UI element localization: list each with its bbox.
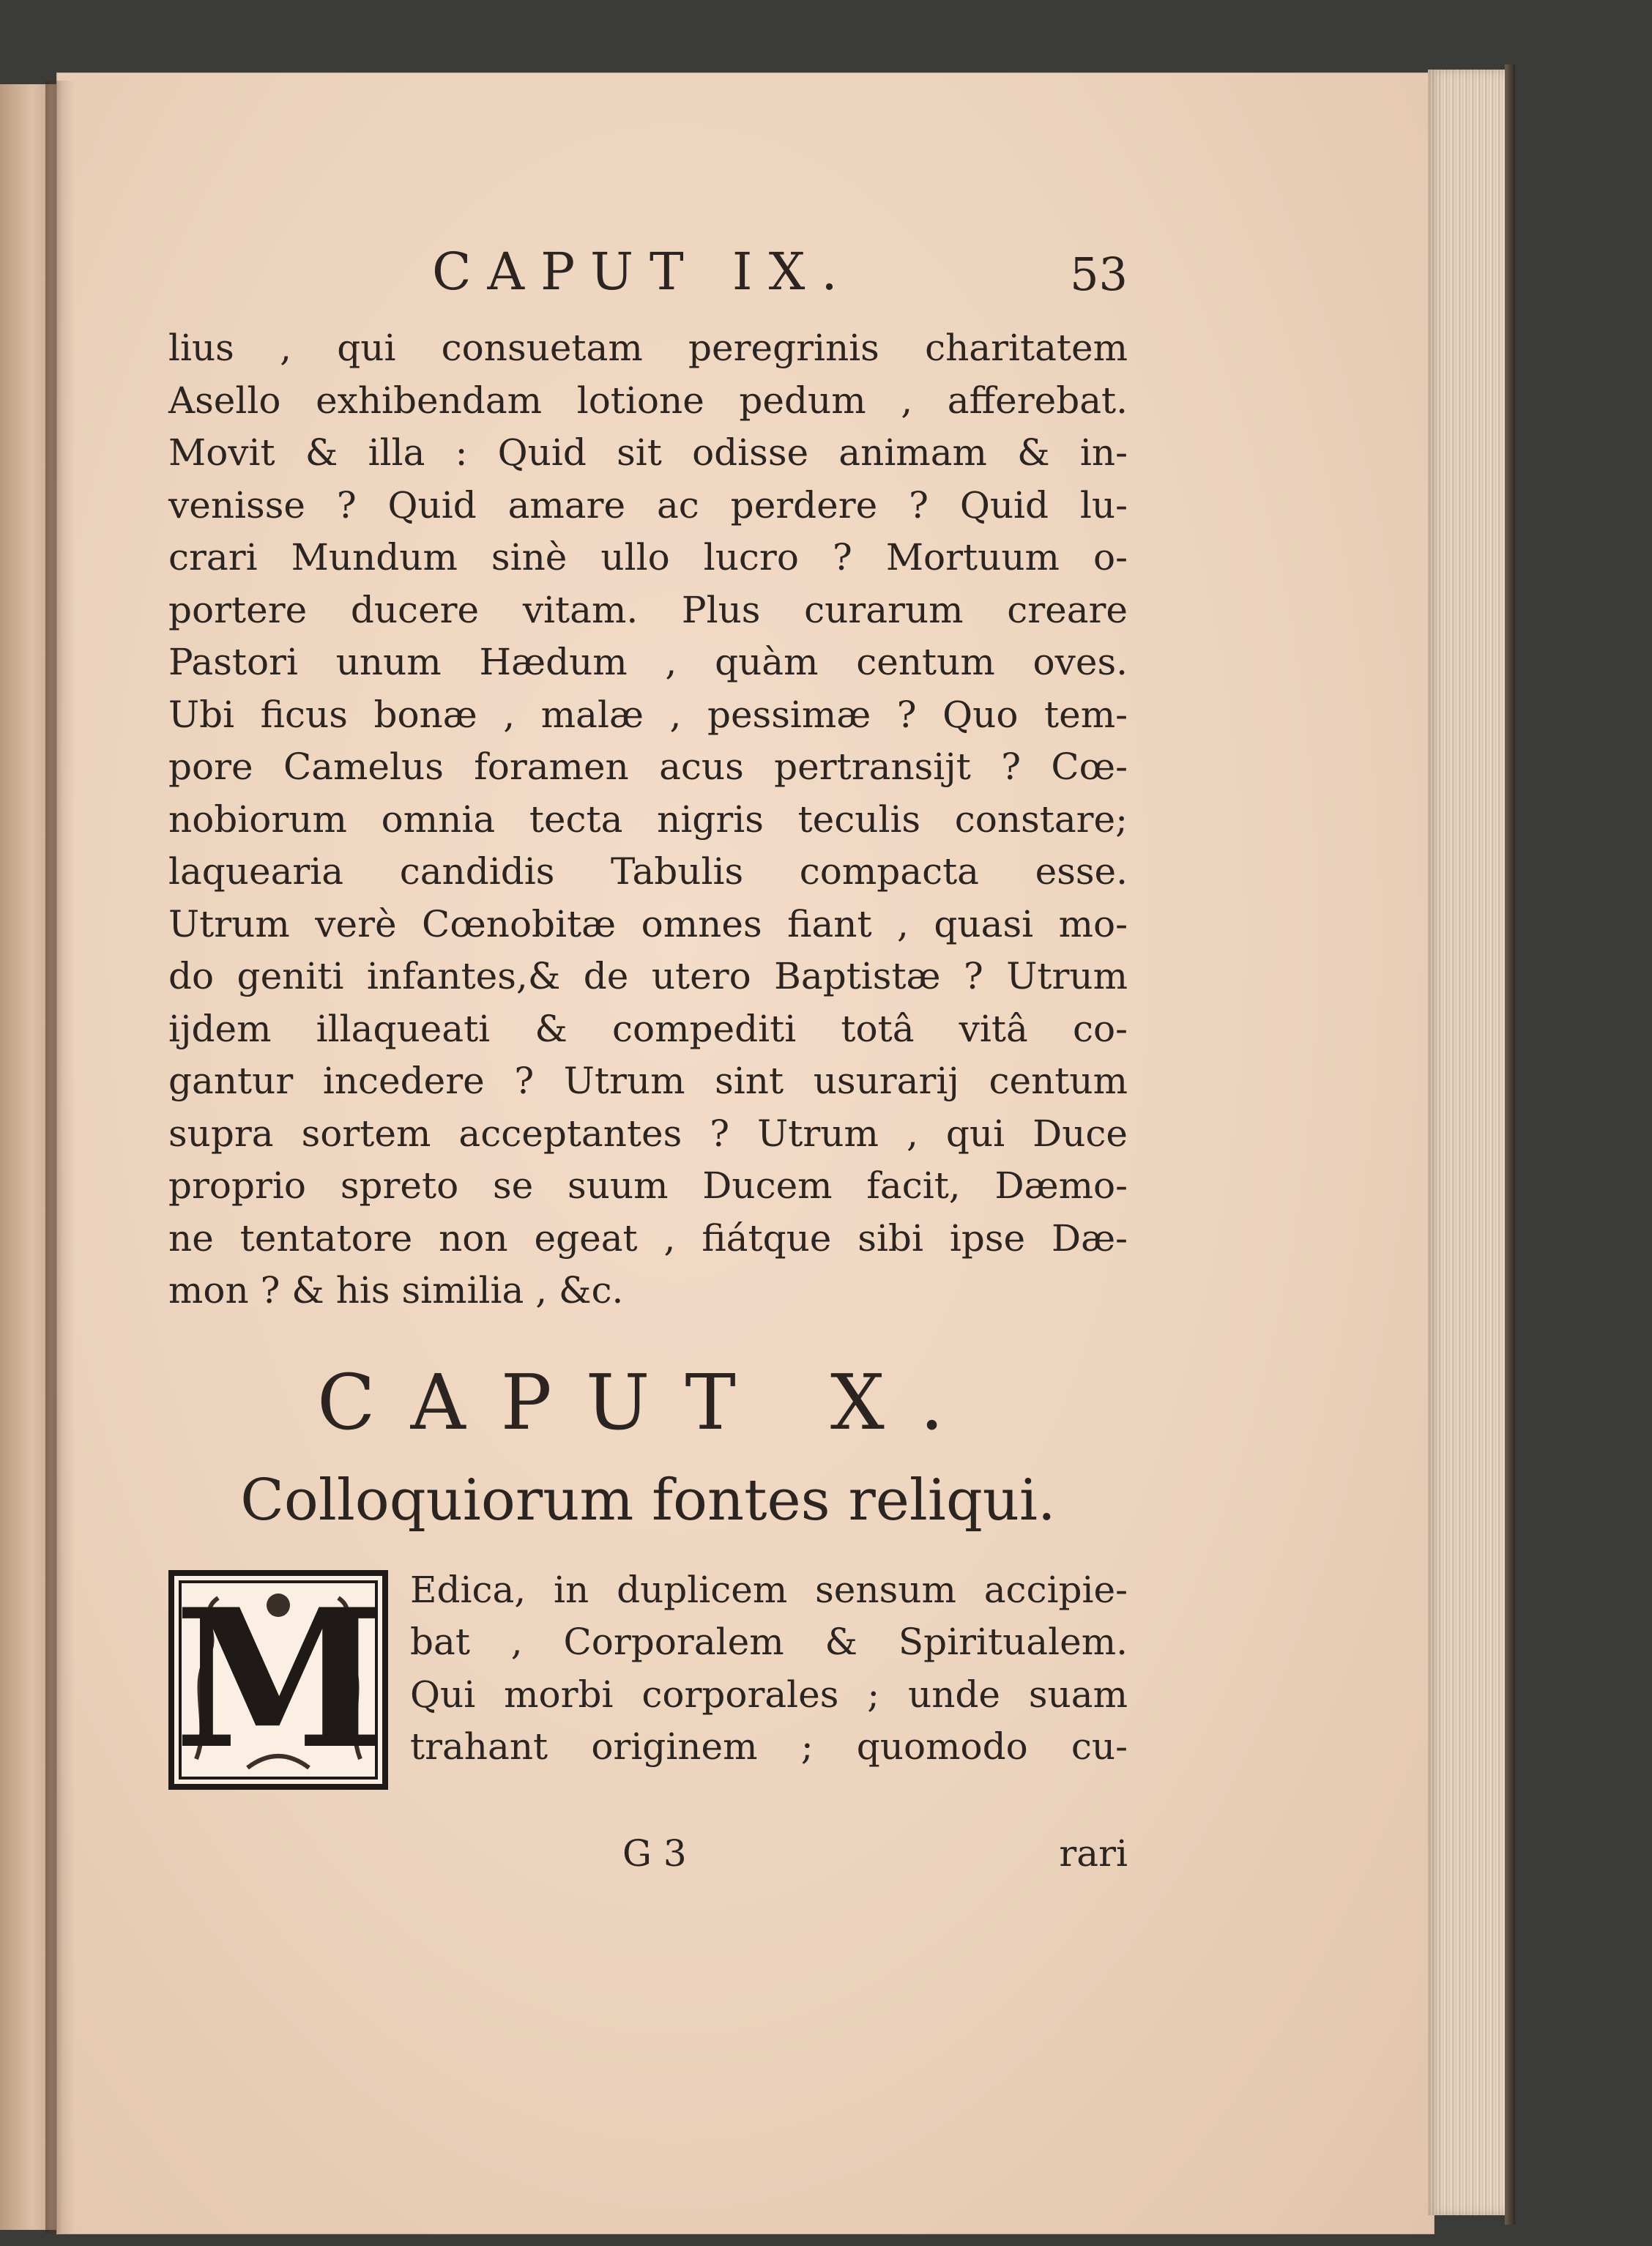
text-line: Asello exhibendam lotione pedum , afferebat. [168, 379, 1128, 422]
initial-letter: M [174, 1567, 385, 1791]
text-line: ijdem illaqueati & compediti totâ vitâ co- [168, 1007, 1128, 1050]
opening-paragraph [168, 1567, 1128, 1819]
page-footer [168, 1832, 1128, 1891]
text-line: Utrum verè Cœnobitæ omnes fiant , quasi mo- [168, 902, 1128, 945]
catchword: rari [1059, 1832, 1128, 1875]
signature-mark: G 3 [622, 1832, 687, 1875]
text-line: do geniti infantes,& de utero Baptistæ ? Utrum [168, 955, 1128, 997]
text-line: laquearia candidis Tabulis compacta esse. [168, 850, 1128, 893]
text-line: venisse ? Quid amare ac perdere ? Quid lu- [168, 483, 1128, 527]
text-line: Movit & illa : Quid sit odisse animam & in- [168, 431, 1128, 474]
page-header [168, 242, 1128, 322]
text-line: portere ducere vitam. Plus curarum creare [168, 588, 1128, 631]
text-line: supra sortem acceptantes ? Utrum , qui Duce [168, 1112, 1128, 1155]
text-line: crari Mundum sinè ullo lucro ? Mortuum o- [168, 536, 1128, 579]
text-line: Ubi ficus bonæ , malæ , pessimæ ? Quo tem- [168, 693, 1128, 736]
chapter-title: CAPUT X. [317, 1357, 979, 1447]
decorated-initial [168, 1567, 388, 1791]
text-line: bat , Corporalem & Spiritualem. [410, 1621, 1128, 1663]
opening-lines [410, 1564, 1128, 1774]
text-line: pore Camelus foramen acus pertransijt ? Cœ- [168, 745, 1128, 788]
text-line: ne tentatore non egeat , fiátque sibi ipse Dæ- [168, 1216, 1128, 1260]
page-number: 53 [1070, 248, 1128, 301]
text-line: lius , qui consuetam peregrinis charitatem [168, 327, 1128, 369]
text-line: Edica, in duplicem sensum accipie- [410, 1568, 1128, 1611]
chapter-subtitle: Colloquiorum fontes reliqui. [240, 1467, 1056, 1533]
page-edges [1428, 70, 1508, 2215]
text-line: Qui morbi corporales ; unde suam [410, 1673, 1128, 1716]
text-line: trahant originem ; quomodo cu- [410, 1725, 1128, 1768]
text-line: nobiorum omnia tecta nigris teculis constare; [168, 797, 1128, 841]
spine-shadow [45, 81, 75, 2234]
body-paragraph [168, 322, 1128, 1317]
text-line: gantur incedere ? Utrum sint usurarij centum [168, 1060, 1128, 1102]
text-line: Pastori unum Hædum , quàm centum oves. [168, 641, 1128, 683]
book-cover-edge [1505, 64, 1515, 2225]
running-head: CAPUT IX. [432, 242, 854, 302]
text-line: mon ? & his similia , &c. [168, 1269, 624, 1312]
text-line: proprio spreto se suum Ducem facit, Dæmo- [168, 1164, 1128, 1207]
page-text-block [168, 242, 1128, 1891]
